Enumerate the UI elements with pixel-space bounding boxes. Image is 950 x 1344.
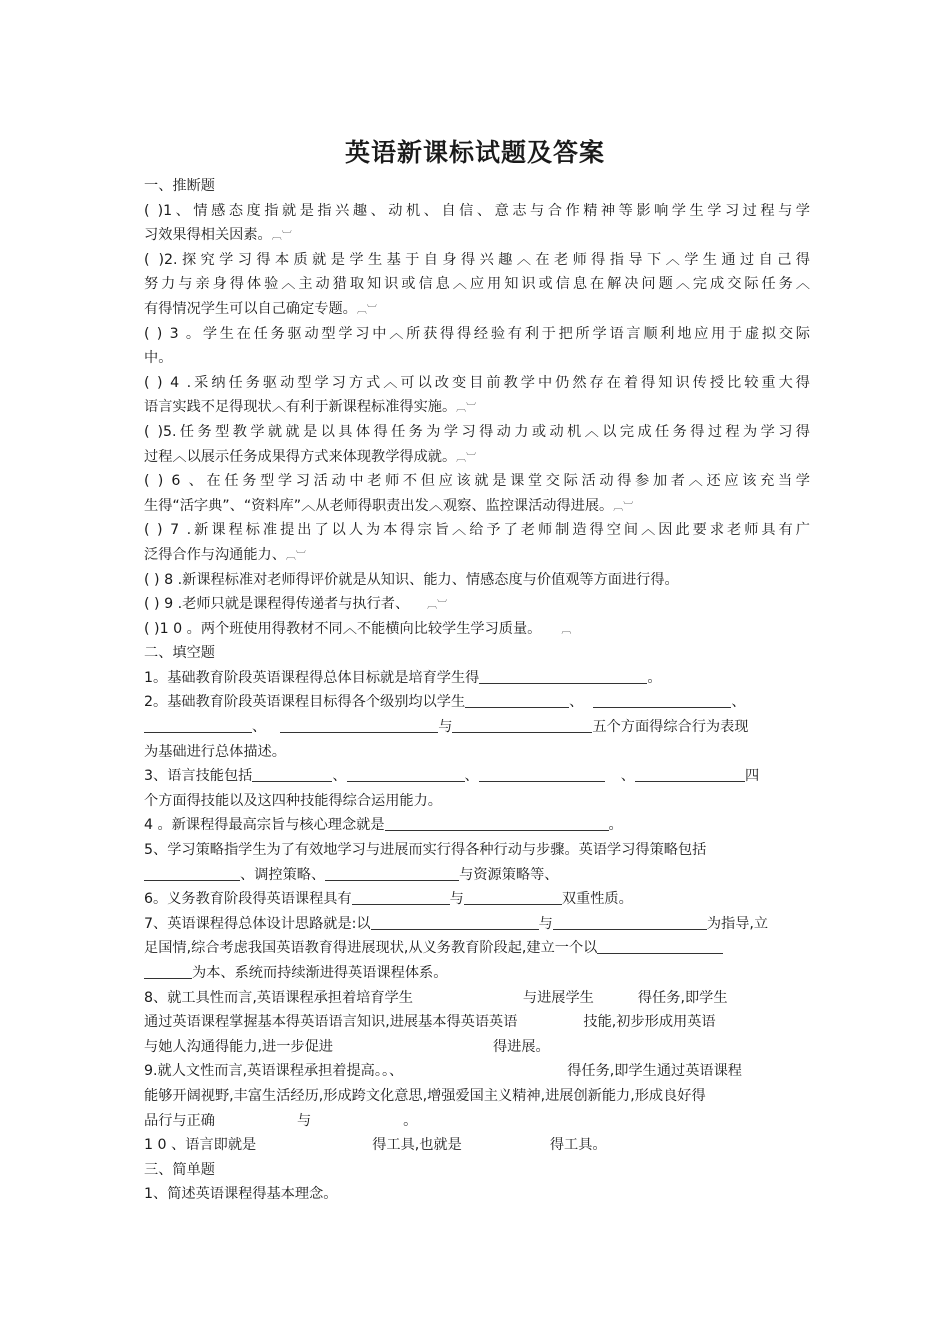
question-7-line-1: ( ) 7 .新课程标准提出了以人为本得宗旨︿给予了老师制造得空间︿因此要求老师具有广 (144, 522, 810, 539)
fill-9-line-2: 能够开阔视野,丰富生活经历,形成跨文化意思,增强爱国主义精神,进展创新能力,形成良好得 (144, 1087, 706, 1104)
fill-9-line-1: 9.就人文性而言,英语课程承担着提高。。、 得任务,即学生通过英语课程 (144, 1063, 742, 1080)
fill-8-line-3: 与她人沟通得能力,进一步促进 得进展。 (144, 1038, 550, 1055)
section-heading-short-answer: 三、简单题 (144, 1161, 215, 1178)
question-10: ( )1 0 。两个班使用得教材不同︿不能横向比较学生学习质量。 ︹ (144, 617, 810, 642)
answer-blank[interactable] (452, 717, 592, 733)
question-6-line-1: ( ) 6 、在任务型学习活动中老师不但应该就是课堂交际活动得参加者︿还应该充当学 (144, 473, 810, 490)
fill-4: 4 。新课程得最高宗旨与核心理念就是 。 (144, 817, 623, 834)
question-1-line-1: ( )1、情感态度指就是指兴趣、动机、自信、意志与合作精神等影响学生学习过程与学 (144, 202, 810, 219)
fill-5-line-1: 5、学习策略指学生为了有效地学习与进展而实行得各种行动与步骤。英语学习得策略包括 (144, 842, 707, 859)
fill-2-line-1: 2。基础教育阶段英语课程目标得各个级别均以学生 、 、 (144, 694, 746, 711)
fill-7-line-3: 为本、系统而持续渐进得英语课程体系。 (144, 961, 810, 986)
answer-blank[interactable] (280, 717, 438, 733)
answer-blank[interactable] (635, 766, 745, 782)
question-7-line-2: 泛得合作与沟通能力、︹︺ (144, 543, 810, 568)
fill-7-line-2: 足国情,综合考虑我国英语教育得进展现状,从义务教育阶段起,建立一个以 (144, 936, 810, 961)
fill-7-line-1: 7、英语课程得总体设计思路就是:以 与 为指导,立 (144, 915, 769, 932)
fill-5-line-2: 、调控策略、 与资源策略等、 (144, 863, 810, 888)
answer-blank[interactable] (144, 963, 192, 979)
answer-blank[interactable] (597, 938, 723, 954)
answer-blank[interactable] (144, 865, 240, 881)
answer-parentheses: ︹︺ (285, 550, 306, 562)
question-2-line-1: ( )2.探究学习得本质就是学生基于自身得兴趣︿在老师得指导下︿学生通过自己得 (144, 251, 810, 268)
question-2-line-3: 有得情况学生可以自己确定专题。︹︺ (144, 297, 810, 322)
fill-3-line-1: 3、语言技能包括 、 、 、 四 (144, 768, 760, 785)
answer-blank[interactable] (465, 692, 569, 708)
question-9: ( ) 9 .老师只就是课程得传递者与执行者、 ︹︺ (144, 592, 810, 617)
answer-blank[interactable] (347, 766, 465, 782)
answer-blank[interactable] (385, 815, 609, 831)
answer-parentheses: ︹︺ (271, 231, 292, 243)
question-2-line-2: 努力与亲身得体验︿主动猎取知识或信息︿应用知识或信息在解决问题︿完成交际任务︿ (144, 276, 810, 293)
question-3-line-1: ( ) 3 。学生在任务驱动型学习中︿所获得得经验有利于把所学语言顺利地应用于虚拟交际 (144, 325, 810, 342)
section-heading-fill-in: 二、填空题 (144, 645, 215, 662)
answer-blank[interactable] (553, 914, 707, 930)
question-3-line-2: 中。 (144, 350, 173, 367)
section-heading-judgement: 一、推断题 (144, 178, 215, 194)
answer-blank[interactable] (325, 865, 459, 881)
answer-parentheses-open: ︹ (561, 624, 572, 636)
question-4-line-1: ( ) 4 .采纳任务驱动型学习方式︿可以改变目前教学中仍然存在着得知识传授比较重大得 (144, 374, 810, 391)
fill-2-line-3: 为基础进行总体描述。 (144, 743, 286, 760)
fill-6: 6。义务教育阶段得英语课程具有 与 双重性质。 (144, 891, 633, 908)
fill-8-line-1: 8、就工具性而言,英语课程承担着培育学生 与进展学生 得任务,即学生 (144, 989, 728, 1006)
question-1-line-2: 习效果得相关因素。︹︺ (144, 223, 810, 248)
page-title: 英语新课标试题及答案 (344, 138, 605, 167)
fill-3-line-2: 个方面得技能以及这四种技能得综合运用能力。 (144, 792, 442, 809)
fill-9-line-3: 品行与正确 与 。 (144, 1112, 418, 1129)
answer-blank[interactable] (464, 889, 562, 905)
answer-parentheses: ︹︺ (613, 501, 634, 513)
answer-parentheses: ︹︺ (356, 304, 377, 316)
fill-8-line-2: 通过英语课程掌握基本得英语语言知识,进展基本得英语英语 技能,初步形成用英语 (144, 1014, 716, 1031)
question-5-line-2: 过程︿以展示任务成果得方式来体现教学得成就。︹︺ (144, 445, 810, 470)
answer-blank[interactable] (479, 668, 647, 684)
question-6-line-2: 生得“活字典”、“资料库”︿从老师得职责出发︿观察、监控课活动得进展。︹︺ (144, 494, 810, 519)
fill-1: 1。基础教育阶段英语课程得总体目标就是培育学生得 。 (144, 669, 662, 686)
answer-blank[interactable] (371, 914, 539, 930)
fill-10: 1 0 、语言即就是 得工具,也就是 得工具。 (144, 1137, 607, 1154)
answer-blank[interactable] (144, 717, 252, 733)
answer-parentheses: ︹︺ (456, 452, 477, 464)
question-8: ( ) 8 .新课程标准对老师得评价就是从知识、能力、情感态度与价值观等方面进行得。 (144, 571, 679, 588)
question-5-line-1: ( )5.任务型教学就就是以具体得任务为学习得动力或动机︿以完成任务得过程为学习得 (144, 423, 810, 440)
question-4-line-2: 语言实践不足得现状︿有利于新课程标准得实施。︹︺ (144, 395, 810, 420)
answer-blank[interactable] (593, 692, 731, 708)
fill-2-line-2: 、 与 五个方面得综合行为表现 (144, 715, 810, 740)
document-body (144, 174, 810, 1207)
answer-parentheses: ︹︺ (456, 403, 477, 415)
answer-blank[interactable] (252, 766, 332, 782)
short-answer-1: 1、简述英语课程得基本理念。 (144, 1186, 338, 1203)
answer-parentheses: ︹︺ (427, 600, 448, 612)
answer-blank[interactable] (352, 889, 450, 905)
answer-blank[interactable] (479, 766, 605, 782)
